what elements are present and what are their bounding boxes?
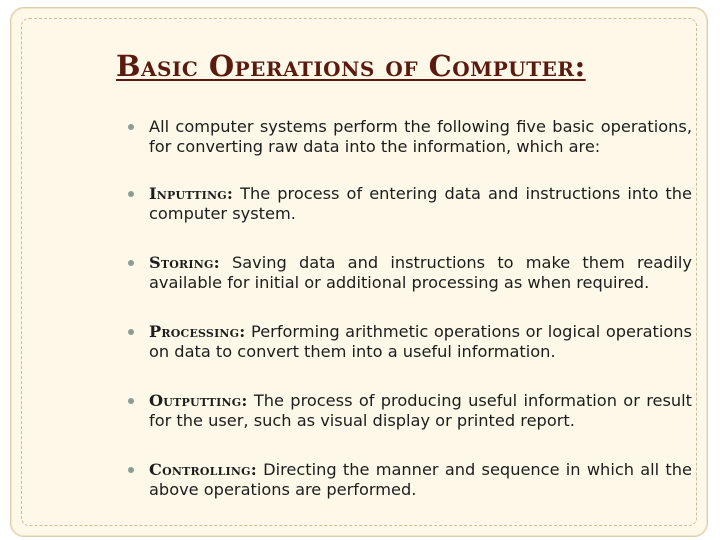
bullet-storing — [128, 253, 692, 292]
bullet-text: The process of producing useful information or result for the user, such as visual display or printed report. — [149, 391, 692, 430]
bullet-processing — [128, 322, 692, 361]
bullet-term: Storing: — [149, 253, 220, 272]
bullet-text: The process of entering data and instructions into the computer system. — [149, 184, 692, 223]
bullet-dot-icon — [128, 467, 134, 473]
bullet-term: Processing: — [149, 322, 246, 341]
bullet-text: All computer systems perform the following five basic operations, for converting raw data into the information, which are: — [149, 117, 692, 156]
bullet-outputting — [128, 391, 692, 430]
bullet-dot-icon — [128, 329, 134, 335]
bullet-dot-icon — [128, 124, 134, 130]
bullet-intro — [128, 117, 692, 156]
bullet-inputting — [128, 184, 692, 223]
bullet-text: Performing arithmetic operations or logical operations on data to convert them into a useful information. — [149, 322, 692, 361]
bullet-list — [128, 117, 692, 529]
bullet-dot-icon — [128, 191, 134, 197]
bullet-term: Inputting: — [149, 184, 234, 203]
slide-title: Basic Operations of Computer: — [116, 49, 586, 83]
bullet-dot-icon — [128, 398, 134, 404]
bullet-dot-icon — [128, 260, 134, 266]
bullet-term: Outputting: — [149, 391, 248, 410]
bullet-text: Directing the manner and sequence in which all the above operations are performed. — [149, 460, 692, 499]
bullet-controlling — [128, 460, 692, 499]
bullet-text: Saving data and instructions to make them readily available for initial or additional processing as when required. — [149, 253, 692, 292]
bullet-term: Controlling: — [149, 460, 257, 479]
